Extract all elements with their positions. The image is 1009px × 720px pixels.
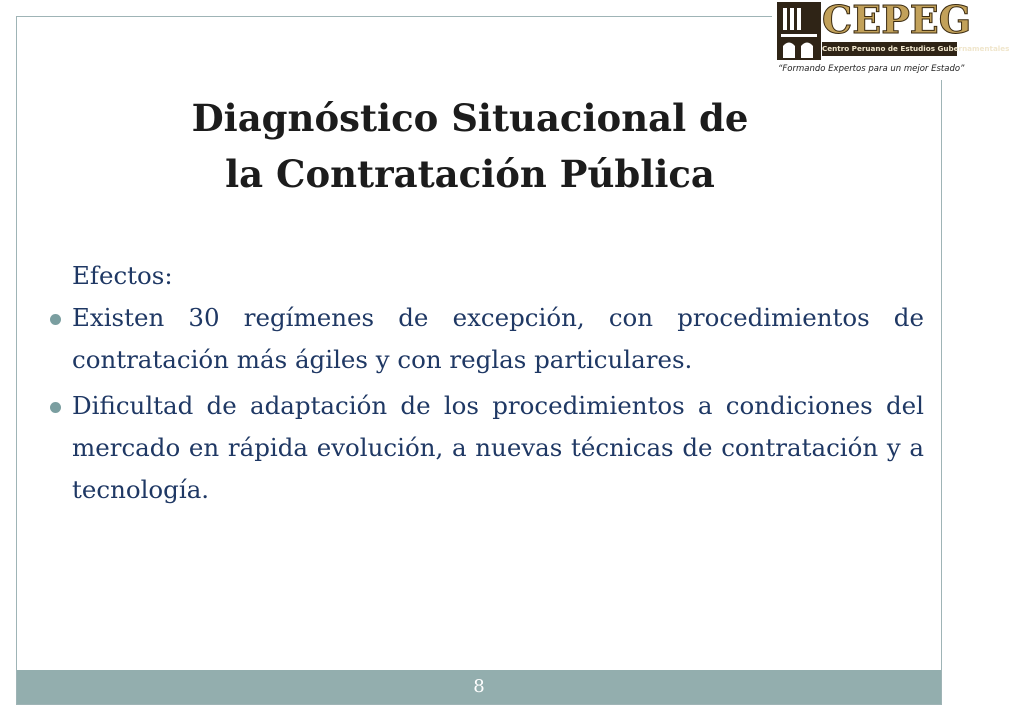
bullet-item: [72, 385, 924, 511]
slide-title: [20, 90, 920, 202]
bullet-text: Dificultad de adaptación de los procedimientos a condiciones del mercado en rápida evolución, a nuevas técnicas de contratación y a tecnología.: [72, 391, 924, 504]
slide-title-line-2: la Contratación Pública: [225, 152, 715, 196]
page-number: 8: [473, 676, 485, 697]
bullet-dot-icon: [50, 402, 61, 413]
bullet-item: [72, 297, 924, 381]
logo-tagline: “Formando Expertos para un mejor Estado”: [778, 64, 965, 74]
building-columns-icon: [777, 2, 821, 60]
bullet-text: Existen 30 regímenes de excepción, con procedimientos de contratación más ágiles y con reglas particulares.: [72, 303, 924, 374]
slide-body: [72, 255, 924, 515]
logo-subtitle: Centro Peruano de Estudios Gubernamentales: [822, 42, 957, 56]
bullet-list: [72, 297, 924, 511]
footer-bar: [17, 670, 941, 704]
cepeg-logo: [772, 0, 1009, 80]
slide-title-line-1: Diagnóstico Situacional de: [191, 96, 749, 140]
bullet-dot-icon: [50, 314, 61, 325]
intro-label: Efectos:: [72, 261, 173, 290]
logo-name: CEPEG: [822, 0, 972, 42]
